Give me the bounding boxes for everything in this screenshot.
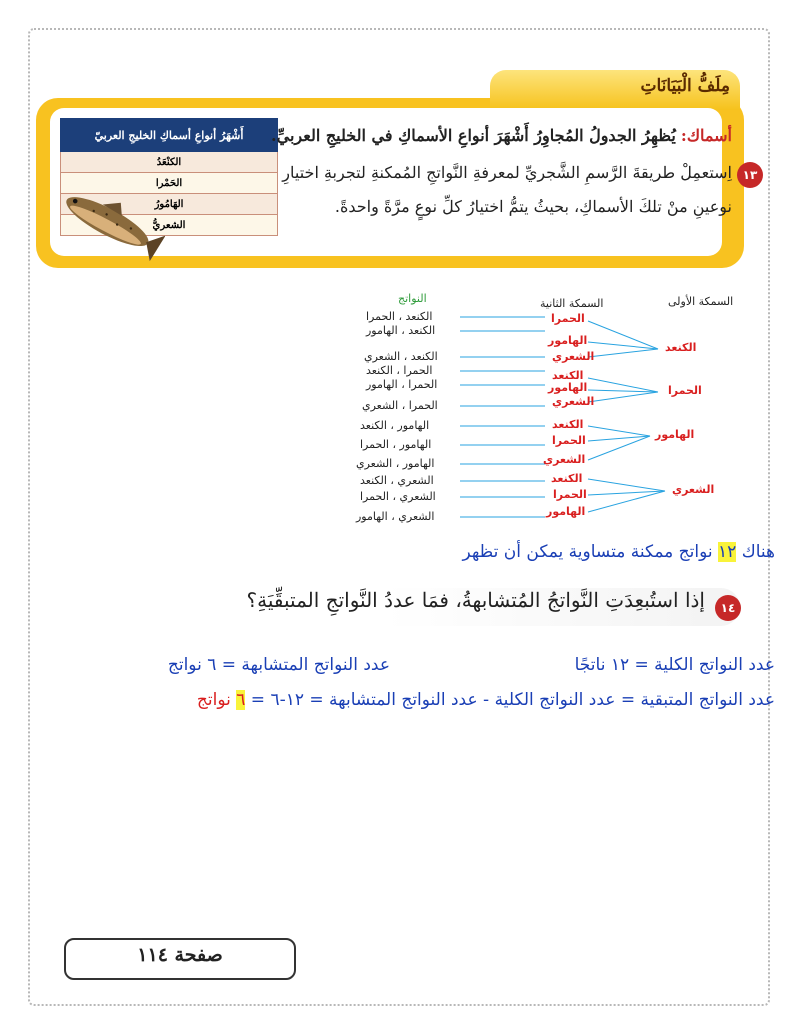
answer-total: عدد النواتج الكلية = ١٢ ناتجًا: [574, 655, 775, 675]
page-number: صفحة ١١٤: [137, 944, 223, 966]
question-14-text: إذا استُبعِدَتِ النَّواتجُ المُتشابهةُ، فمَا عددُ النَّواتجِ المتبقِّيَةِ؟: [246, 588, 705, 612]
question-13-line-3: نوعينِ منْ تلكَ الأسماكِ، بحيثُ يتمُّ اختيارُ كلِّ نوعٍ مرَّةً واحدةً.: [334, 197, 732, 216]
summary-after: نواتج ممكنة متساوية يمكن أن تظهر: [462, 542, 713, 562]
fish-table-cell: الشعريُّ: [61, 215, 278, 236]
summary-before: هناك: [741, 542, 775, 562]
question-14-number: ١٤: [715, 595, 741, 621]
answer-remaining-text: عدد النواتج المتبقية = عدد النواتج الكلية - عدد النواتج المتشابهة = ١٢-٦ =: [250, 690, 775, 710]
outcome: الكنعد ، الشعري: [364, 350, 438, 363]
outcome: الشعري ، الحمرا: [360, 490, 436, 503]
outcome: الحمرا ، الشعري: [362, 399, 438, 412]
outcome: الحمرا ، الكنعد: [366, 364, 433, 377]
second-fish: الشعري: [552, 395, 595, 408]
data-file-title: مِلَفُّ الْبَيَانَاتِ: [640, 76, 730, 96]
answer-remaining-unit: نواتج: [196, 690, 231, 710]
second-fish: الكنعد: [551, 472, 583, 485]
answer-remaining: [20, 690, 775, 710]
second-fish: الهامور: [548, 381, 588, 394]
fish-table-cell: الهَامُورُ: [61, 194, 278, 215]
second-fish: الشعري: [543, 453, 586, 466]
first-fish: الشعري: [672, 483, 715, 496]
second-fish: الكنعد: [552, 369, 584, 382]
outcome: الشعري ، الكنعد: [360, 474, 434, 487]
answer-similar: عدد النواتج المتشابهة = ٦ نواتج: [167, 655, 390, 675]
outcomes-summary: [385, 542, 775, 562]
second-fish: الهامور: [548, 334, 588, 347]
outcome: الحمرا ، الهامور: [366, 378, 438, 391]
header-first-fish: السمكة الأولى: [668, 295, 734, 308]
outcome: الكنعد ، الهامور: [366, 324, 436, 337]
second-fish: الحمرا: [551, 312, 585, 325]
outcome: الشعري ، الهامور: [356, 510, 435, 523]
second-fish: الهامور: [546, 505, 586, 518]
answer-remaining-value: ٦: [236, 690, 246, 710]
question-13-label: أسماك:: [680, 126, 732, 145]
header-outcomes: النواتج: [398, 292, 427, 305]
first-fish: الكنعد: [665, 341, 697, 354]
fish-table-cell: الكنْعَدُ: [61, 152, 278, 173]
outcome: الهامور ، الكنعد: [360, 419, 430, 432]
second-fish: الحمرا: [552, 434, 586, 447]
question-13-number: ١٣: [737, 162, 763, 188]
outcome: الهامور ، الحمرا: [360, 438, 432, 451]
second-fish: الحمرا: [553, 488, 587, 501]
outcome: الهامور ، الشعري: [356, 457, 435, 470]
question-13-line-2: اِستعمِلْ طريقةَ الرَّسمِ الشَّجريِّ لمعرفةِ النَّواتجِ المُمكنةِ لتجربةِ اختيارِ: [282, 163, 732, 182]
second-fish: الكنعد: [552, 418, 584, 431]
fish-table-header: أَشْهَرُ أنواعِ أسماكِ الخليجِ العربيّ: [61, 119, 278, 152]
fish-table-cell: الحَمْرا: [61, 173, 278, 194]
outcome: الكنعد ، الحمرا: [366, 310, 433, 323]
second-fish: الشعري: [552, 350, 595, 363]
header-second-fish: السمكة الثانية: [540, 297, 604, 310]
summary-count: ١٢: [718, 542, 737, 562]
first-fish: الهامور: [655, 428, 695, 441]
question-13-text-1: يُظهِرُ الجدولُ المُجاوِرُ أَشْهَرَ أنواعِ الأسماكِ في الخليجِ العربيِّ.: [271, 126, 676, 145]
first-fish: الحمرا: [668, 384, 702, 397]
